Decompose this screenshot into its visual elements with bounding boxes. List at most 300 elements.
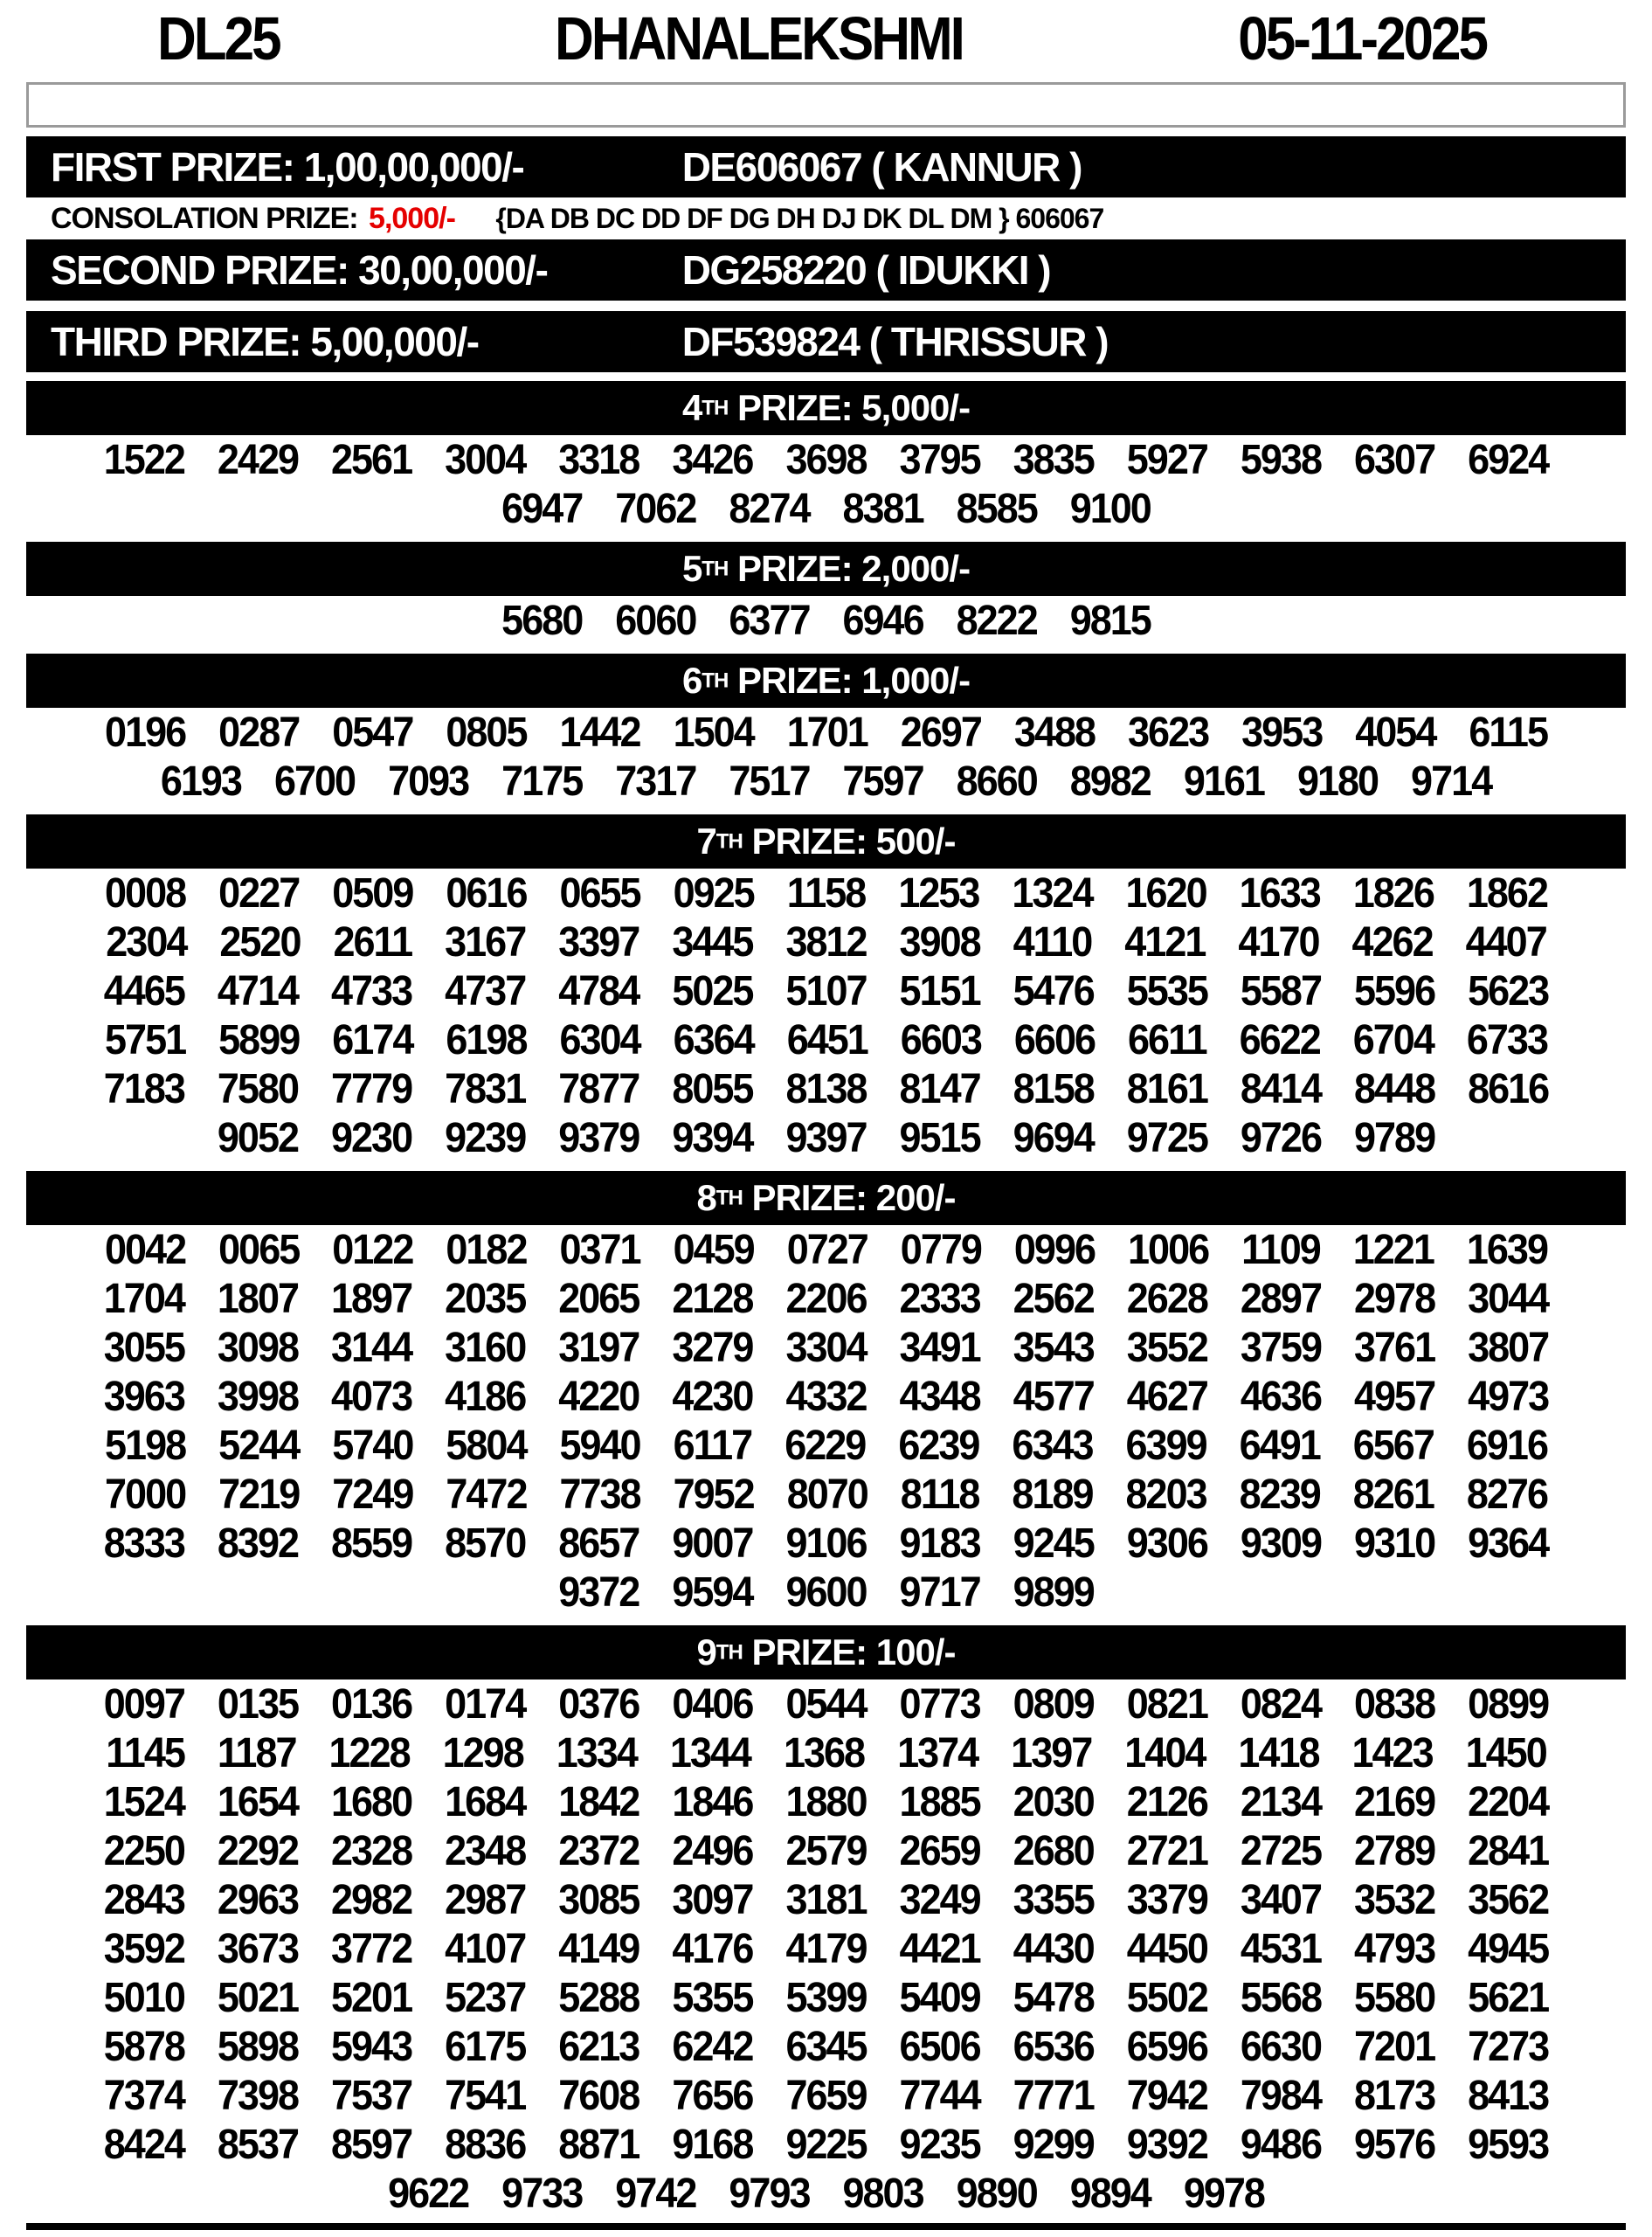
prize-number: 1228 xyxy=(328,1728,410,1776)
prize-number: 2659 xyxy=(899,1825,980,1874)
prize-number: 9230 xyxy=(331,1112,412,1161)
title-row xyxy=(26,5,1626,82)
prize-number: 0406 xyxy=(672,1679,753,1728)
prize-number: 5237 xyxy=(445,1972,526,2021)
prize-number: 3004 xyxy=(445,434,526,483)
prize-number: 1654 xyxy=(217,1776,298,1825)
prize-number: 0227 xyxy=(218,868,300,917)
prize-number: 1145 xyxy=(106,1728,184,1776)
prize-number: 0544 xyxy=(785,1679,867,1728)
prize-number: 6451 xyxy=(786,1015,867,1063)
prize-8th-header xyxy=(26,1171,1626,1225)
prize-number: 4957 xyxy=(1353,1371,1435,1420)
prize-number: 3160 xyxy=(445,1322,526,1371)
prize-number: 8570 xyxy=(445,1518,526,1567)
prize-number-row xyxy=(26,708,1626,757)
prize-number: 1639 xyxy=(1466,1224,1547,1273)
prize-number: 5535 xyxy=(1126,966,1207,1015)
prize-number: 0182 xyxy=(446,1224,527,1273)
prize-number: 0779 xyxy=(900,1224,981,1273)
prize-number: 9394 xyxy=(672,1112,753,1161)
prize-6th-header xyxy=(26,654,1626,708)
prize-number: 2628 xyxy=(1126,1273,1207,1322)
prize-number: 4073 xyxy=(331,1371,412,1420)
prize-number: 5943 xyxy=(331,2021,412,2070)
prize-number: 4430 xyxy=(1013,1923,1094,1972)
prize-number: 8274 xyxy=(729,483,810,532)
prize-number: 8261 xyxy=(1352,1469,1434,1518)
prize-number: 9694 xyxy=(1013,1112,1094,1161)
prize-number: 4262 xyxy=(1351,917,1433,966)
prize-number: 2897 xyxy=(1240,1273,1321,1322)
prize-number: 2987 xyxy=(445,1874,526,1923)
prize-9th-header-rest: PRIZE: 100/- xyxy=(742,1631,956,1673)
prize-number: 2126 xyxy=(1126,1776,1207,1825)
prize-number: 9894 xyxy=(1069,2168,1151,2217)
blank-box xyxy=(26,82,1626,128)
prize-number: 0996 xyxy=(1013,1224,1096,1273)
prize-number: 0065 xyxy=(218,1224,300,1273)
prize-number: 2982 xyxy=(331,1874,412,1923)
prize-number: 4054 xyxy=(1355,707,1436,756)
prize-number: 0097 xyxy=(103,1679,184,1728)
prize-number: 6947 xyxy=(501,483,583,532)
prize-number: 2611 xyxy=(333,917,412,966)
prize-number: 6175 xyxy=(445,2021,526,2070)
prize-number: 2496 xyxy=(672,1825,753,1874)
prize-number: 4627 xyxy=(1126,1371,1207,1420)
prize-number: 6567 xyxy=(1352,1420,1434,1469)
prize-number: 8055 xyxy=(672,1063,753,1112)
prize-number: 9899 xyxy=(1013,1567,1094,1616)
prize-number-row xyxy=(26,1679,1626,1728)
prize-9th-header-ord: 9 xyxy=(696,1631,716,1673)
prize-number: 5587 xyxy=(1240,966,1321,1015)
prize-number: 2520 xyxy=(219,917,301,966)
second-prize-ticket: DG258220 ( IDUKKI ) xyxy=(681,247,1051,293)
prize-number: 2169 xyxy=(1353,1776,1435,1825)
prize-number: 8414 xyxy=(1240,1063,1321,1112)
prize-number: 6377 xyxy=(729,595,810,644)
prize-number: 4107 xyxy=(445,1923,526,1972)
prize-number-row xyxy=(26,869,1626,918)
prize-4th-header xyxy=(26,381,1626,435)
prize-number: 3491 xyxy=(899,1322,980,1371)
prize-number: 3807 xyxy=(1468,1322,1549,1371)
prize-number: 7249 xyxy=(332,1469,413,1518)
prize-number: 9309 xyxy=(1240,1518,1321,1567)
prize-9th-header xyxy=(26,1625,1626,1679)
prize-number: 7175 xyxy=(501,756,583,805)
prize-number: 3407 xyxy=(1240,1874,1321,1923)
prize-6th-header-ord: 6 xyxy=(681,660,702,701)
prize-number: 6916 xyxy=(1466,1420,1547,1469)
prize-number: 3795 xyxy=(899,434,980,483)
prize-number: 1187 xyxy=(217,1728,296,1776)
prize-number-row xyxy=(26,1924,1626,1973)
prize-number: 7398 xyxy=(217,2070,298,2119)
prize-number: 4945 xyxy=(1468,1923,1549,1972)
prize-number: 9183 xyxy=(899,1518,980,1567)
prize-number: 5198 xyxy=(105,1420,186,1469)
prize-number: 3397 xyxy=(558,917,639,966)
draw-code: DL25 xyxy=(157,5,280,73)
prize-number: 0838 xyxy=(1353,1679,1435,1728)
prize-number: 9742 xyxy=(615,2168,696,2217)
prize-number: 3304 xyxy=(785,1322,867,1371)
prize-number: 5927 xyxy=(1126,434,1207,483)
draw-date: 05-11-2025 xyxy=(1238,5,1486,73)
prize-number: 4179 xyxy=(785,1923,867,1972)
prize-number: 8147 xyxy=(899,1063,980,1112)
prize-number: 8333 xyxy=(103,1518,184,1567)
prize-number: 5355 xyxy=(672,1972,753,2021)
prize-number: 1109 xyxy=(1241,1224,1320,1273)
prize-number: 2721 xyxy=(1126,1825,1207,1874)
prize-number: 3963 xyxy=(103,1371,184,1420)
prize-number: 6193 xyxy=(160,756,241,805)
prize-number: 8413 xyxy=(1468,2070,1549,2119)
prize-number: 3552 xyxy=(1126,1322,1207,1371)
prize-sections xyxy=(26,381,1626,2218)
prize-number: 9717 xyxy=(899,1567,980,1616)
prize-number: 9168 xyxy=(672,2119,753,2168)
prize-number: 3426 xyxy=(672,434,753,483)
prize-number: 5409 xyxy=(899,1972,980,2021)
prize-number: 2333 xyxy=(899,1273,980,1322)
prize-number: 3532 xyxy=(1353,1874,1435,1923)
prize-number: 7744 xyxy=(899,2070,980,2119)
prize-8th-header-sup: TH xyxy=(715,1186,743,1210)
prize-number-row xyxy=(26,435,1626,484)
prize-6th-header-rest: PRIZE: 1,000/- xyxy=(728,660,971,701)
prize-number: 2680 xyxy=(1013,1825,1094,1874)
prize-number: 9225 xyxy=(785,2119,867,2168)
prize-number: 4176 xyxy=(672,1923,753,1972)
prize-number-row xyxy=(26,1064,1626,1113)
prize-number-row xyxy=(26,1519,1626,1568)
first-prize-label: FIRST PRIZE: 1,00,00,000/- xyxy=(51,144,524,190)
prize-7th-header-sup: TH xyxy=(715,829,743,854)
prize-number: 8657 xyxy=(558,1518,639,1567)
prize-number: 3488 xyxy=(1013,707,1096,756)
prize-number: 2561 xyxy=(331,434,412,483)
prize-number: 6536 xyxy=(1013,2021,1094,2070)
prize-number: 1807 xyxy=(217,1273,298,1322)
prize-number: 7093 xyxy=(388,756,469,805)
prize-number-row xyxy=(26,1568,1626,1617)
prize-number: 7580 xyxy=(217,1063,298,1112)
prize-number: 5621 xyxy=(1468,1972,1549,2021)
prize-number: 4348 xyxy=(899,1371,980,1420)
prize-number: 5596 xyxy=(1353,966,1435,1015)
prize-number: 1374 xyxy=(897,1728,978,1776)
prize-number: 8118 xyxy=(900,1469,979,1518)
prize-number: 9392 xyxy=(1126,2119,1207,2168)
prize-number: 8138 xyxy=(785,1063,867,1112)
prize-number: 1846 xyxy=(672,1776,753,1825)
prize-number: 4636 xyxy=(1240,1371,1321,1420)
prize-number: 0547 xyxy=(332,707,413,756)
prize-number: 1620 xyxy=(1125,868,1206,917)
prize-number: 4332 xyxy=(785,1371,867,1420)
prize-number: 9235 xyxy=(899,2119,980,2168)
consolation-amount: 5,000/- xyxy=(369,202,455,235)
prize-number: 3279 xyxy=(672,1322,753,1371)
prize-number-row xyxy=(26,1875,1626,1924)
prize-number: 1397 xyxy=(1011,1728,1092,1776)
prize-number: 4714 xyxy=(217,966,298,1015)
prize-number: 7183 xyxy=(103,1063,184,1112)
prize-number: 8070 xyxy=(786,1469,867,1518)
prize-number: 7201 xyxy=(1353,2021,1435,2070)
prize-number: 2372 xyxy=(558,1825,639,1874)
prize-number-row xyxy=(26,966,1626,1015)
prize-number: 0135 xyxy=(217,1679,298,1728)
prize-number: 1450 xyxy=(1465,1728,1546,1776)
prize-number: 9890 xyxy=(956,2168,1037,2217)
prize-number: 1344 xyxy=(669,1728,750,1776)
prize-number-row xyxy=(26,2071,1626,2120)
prize-number: 6304 xyxy=(559,1015,640,1063)
prize-number: 2250 xyxy=(103,1825,184,1874)
prize-number: 0925 xyxy=(673,868,754,917)
prize-number: 4230 xyxy=(672,1371,753,1420)
prize-number: 9803 xyxy=(842,2168,923,2217)
prize-number: 2697 xyxy=(900,707,981,756)
prize-number: 8585 xyxy=(956,483,1037,532)
prize-number: 2206 xyxy=(785,1273,867,1322)
first-prize-ticket: DE606067 ( KANNUR ) xyxy=(681,144,1082,190)
prize-number: 8871 xyxy=(558,2119,639,2168)
prize-number: 5151 xyxy=(899,966,980,1015)
prize-number: 2789 xyxy=(1353,1825,1435,1874)
prize-number: 4110 xyxy=(1013,917,1092,966)
prize-number: 8982 xyxy=(1069,756,1151,805)
prize-number: 2134 xyxy=(1240,1776,1321,1825)
prize-number: 3355 xyxy=(1013,1874,1094,1923)
prize-number: 5502 xyxy=(1126,1972,1207,2021)
prize-number-row xyxy=(26,1372,1626,1421)
prize-number: 1006 xyxy=(1128,1224,1209,1273)
prize-number: 2065 xyxy=(558,1273,639,1322)
prize-number: 0509 xyxy=(332,868,413,917)
prize-number: 1701 xyxy=(786,707,867,756)
prize-number: 5399 xyxy=(785,1972,867,2021)
prize-number: 6213 xyxy=(558,2021,639,2070)
prize-number: 7517 xyxy=(729,756,810,805)
prize-8th-header-ord: 8 xyxy=(696,1177,716,1218)
prize-number: 7659 xyxy=(785,2070,867,2119)
prize-number: 5580 xyxy=(1353,1972,1435,2021)
prize-number: 9106 xyxy=(785,1518,867,1567)
prize-number: 1221 xyxy=(1352,1224,1434,1273)
prize-number: 9245 xyxy=(1013,1518,1094,1567)
prize-number: 2562 xyxy=(1013,1273,1094,1322)
prize-number: 5804 xyxy=(446,1420,527,1469)
prize-number: 4149 xyxy=(558,1923,639,1972)
prize-number: 9714 xyxy=(1411,756,1492,805)
prize-number: 5025 xyxy=(672,966,753,1015)
prize-number: 0122 xyxy=(332,1224,413,1273)
prize-number: 7000 xyxy=(105,1469,186,1518)
consolation-row xyxy=(26,197,1626,239)
prize-number: 9100 xyxy=(1069,483,1151,532)
prize-number: 7984 xyxy=(1240,2070,1321,2119)
prize-number: 4733 xyxy=(331,966,412,1015)
prize-number: 4421 xyxy=(899,1923,980,1972)
prize-9th-header-sup: TH xyxy=(715,1640,743,1665)
prize-number-row xyxy=(26,2120,1626,2169)
prize-number: 8392 xyxy=(217,1518,298,1567)
prize-number: 9052 xyxy=(217,1112,298,1161)
prize-number: 2292 xyxy=(217,1825,298,1874)
prize-number: 7942 xyxy=(1126,2070,1207,2119)
prize-number: 0821 xyxy=(1126,1679,1207,1728)
prize-number: 3592 xyxy=(103,1923,184,1972)
prize-number-row xyxy=(26,757,1626,806)
prize-5th-header-ord: 5 xyxy=(681,548,702,589)
prize-number: 9180 xyxy=(1296,756,1379,805)
prize-number: 4186 xyxy=(445,1371,526,1420)
prize-number: 7771 xyxy=(1013,2070,1094,2119)
prize-number: 9299 xyxy=(1013,2119,1094,2168)
prize-number: 2429 xyxy=(217,434,298,483)
prize-number: 8660 xyxy=(956,756,1037,805)
prize-number: 3379 xyxy=(1126,1874,1207,1923)
prize-number: 1504 xyxy=(673,707,754,756)
prize-number: 9793 xyxy=(729,2168,810,2217)
prize-number: 6343 xyxy=(1012,1420,1093,1469)
prize-number: 6242 xyxy=(672,2021,753,2070)
prize-number: 5740 xyxy=(332,1420,413,1469)
prize-number: 3044 xyxy=(1468,1273,1549,1322)
prize-number: 3908 xyxy=(899,917,980,966)
prize-number: 7374 xyxy=(103,2070,184,2119)
prize-number: 9364 xyxy=(1468,1518,1549,1567)
prize-number: 5680 xyxy=(501,595,583,644)
prize-number: 9161 xyxy=(1183,756,1264,805)
prize-number: 1522 xyxy=(103,434,184,483)
prize-number: 3098 xyxy=(217,1322,298,1371)
prize-number: 1253 xyxy=(898,868,979,917)
prize-number: 3543 xyxy=(1013,1322,1094,1371)
prize-number-row xyxy=(26,1015,1626,1064)
prize-number-row xyxy=(26,918,1626,966)
prize-number: 5107 xyxy=(785,966,867,1015)
prize-number: 1842 xyxy=(558,1776,639,1825)
prize-number-row xyxy=(26,2022,1626,2071)
prize-number: 9239 xyxy=(445,1112,526,1161)
prize-number: 2328 xyxy=(331,1825,412,1874)
prize-number: 6946 xyxy=(842,595,923,644)
prize-number: 0805 xyxy=(446,707,527,756)
prize-number-row xyxy=(26,1728,1626,1777)
prize-number: 2978 xyxy=(1353,1273,1435,1322)
prize-number: 9515 xyxy=(899,1112,980,1161)
prize-number-row xyxy=(26,2169,1626,2218)
prize-number: 3445 xyxy=(672,917,753,966)
prize-number: 6700 xyxy=(273,756,356,805)
lottery-name: DHANALEKSHMI xyxy=(555,5,963,73)
prize-number: 6611 xyxy=(1128,1015,1206,1063)
prize-number: 6364 xyxy=(673,1015,754,1063)
prize-number: 0616 xyxy=(446,868,527,917)
prize-number: 1404 xyxy=(1124,1728,1206,1776)
prize-number: 7219 xyxy=(218,1469,300,1518)
prize-number: 7608 xyxy=(558,2070,639,2119)
prize-number: 4121 xyxy=(1124,917,1206,966)
prize-number: 1862 xyxy=(1466,868,1547,917)
prize-5th-header-sup: TH xyxy=(702,557,729,581)
prize-number-row xyxy=(26,1973,1626,2022)
prize-number: 2725 xyxy=(1240,1825,1321,1874)
prize-number: 7831 xyxy=(445,1063,526,1112)
prize-number: 1633 xyxy=(1239,868,1320,917)
prize-number: 9733 xyxy=(501,2168,583,2217)
prize-number: 3249 xyxy=(899,1874,980,1923)
prize-number: 0136 xyxy=(331,1679,412,1728)
prize-number: 3562 xyxy=(1468,1874,1549,1923)
prize-number: 3812 xyxy=(785,917,867,966)
prize-number: 8173 xyxy=(1353,2070,1435,2119)
prize-number: 0655 xyxy=(559,868,640,917)
prize-number: 7656 xyxy=(672,2070,753,2119)
prize-number: 7779 xyxy=(331,1063,412,1112)
prize-number: 5201 xyxy=(331,1972,412,2021)
prize-number: 3673 xyxy=(217,1923,298,1972)
prize-number: 8616 xyxy=(1468,1063,1549,1112)
prize-number: 4407 xyxy=(1465,917,1546,966)
prize-number: 1368 xyxy=(783,1728,865,1776)
prize-number: 9622 xyxy=(388,2168,469,2217)
prize-number: 9372 xyxy=(558,1567,639,1616)
prize-number: 1442 xyxy=(559,707,640,756)
prize-number: 2030 xyxy=(1013,1776,1094,1825)
prize-number: 6491 xyxy=(1239,1420,1320,1469)
prize-number: 6622 xyxy=(1239,1015,1320,1063)
prize-number: 9486 xyxy=(1240,2119,1321,2168)
prize-number: 4531 xyxy=(1240,1923,1321,1972)
prize-number: 3097 xyxy=(672,1874,753,1923)
prize-number: 5899 xyxy=(218,1015,300,1063)
prize-number: 5751 xyxy=(105,1015,186,1063)
prize-number: 0459 xyxy=(673,1224,754,1273)
prize-5th-header xyxy=(26,542,1626,596)
prize-number: 3055 xyxy=(103,1322,184,1371)
prize-number: 9789 xyxy=(1353,1112,1435,1161)
prize-number: 2348 xyxy=(445,1825,526,1874)
prize-number: 8276 xyxy=(1466,1469,1547,1518)
prize-number: 1324 xyxy=(1012,868,1093,917)
prize-number: 3623 xyxy=(1128,707,1209,756)
prize-number: 6704 xyxy=(1352,1015,1434,1063)
prize-number: 8222 xyxy=(956,595,1037,644)
prize-number: 9978 xyxy=(1183,2168,1264,2217)
prize-number: 2304 xyxy=(106,917,187,966)
prize-number: 3318 xyxy=(558,434,639,483)
prize-number: 8537 xyxy=(217,2119,298,2168)
prize-number: 6198 xyxy=(446,1015,527,1063)
prize-7th-header xyxy=(26,814,1626,869)
prize-number: 6174 xyxy=(332,1015,413,1063)
prize-number: 3085 xyxy=(558,1874,639,1923)
prize-number: 0196 xyxy=(105,707,186,756)
prize-number: 6506 xyxy=(899,2021,980,2070)
prize-number: 9594 xyxy=(672,1567,753,1616)
prize-number: 2841 xyxy=(1468,1825,1549,1874)
prize-number: 9306 xyxy=(1126,1518,1207,1567)
